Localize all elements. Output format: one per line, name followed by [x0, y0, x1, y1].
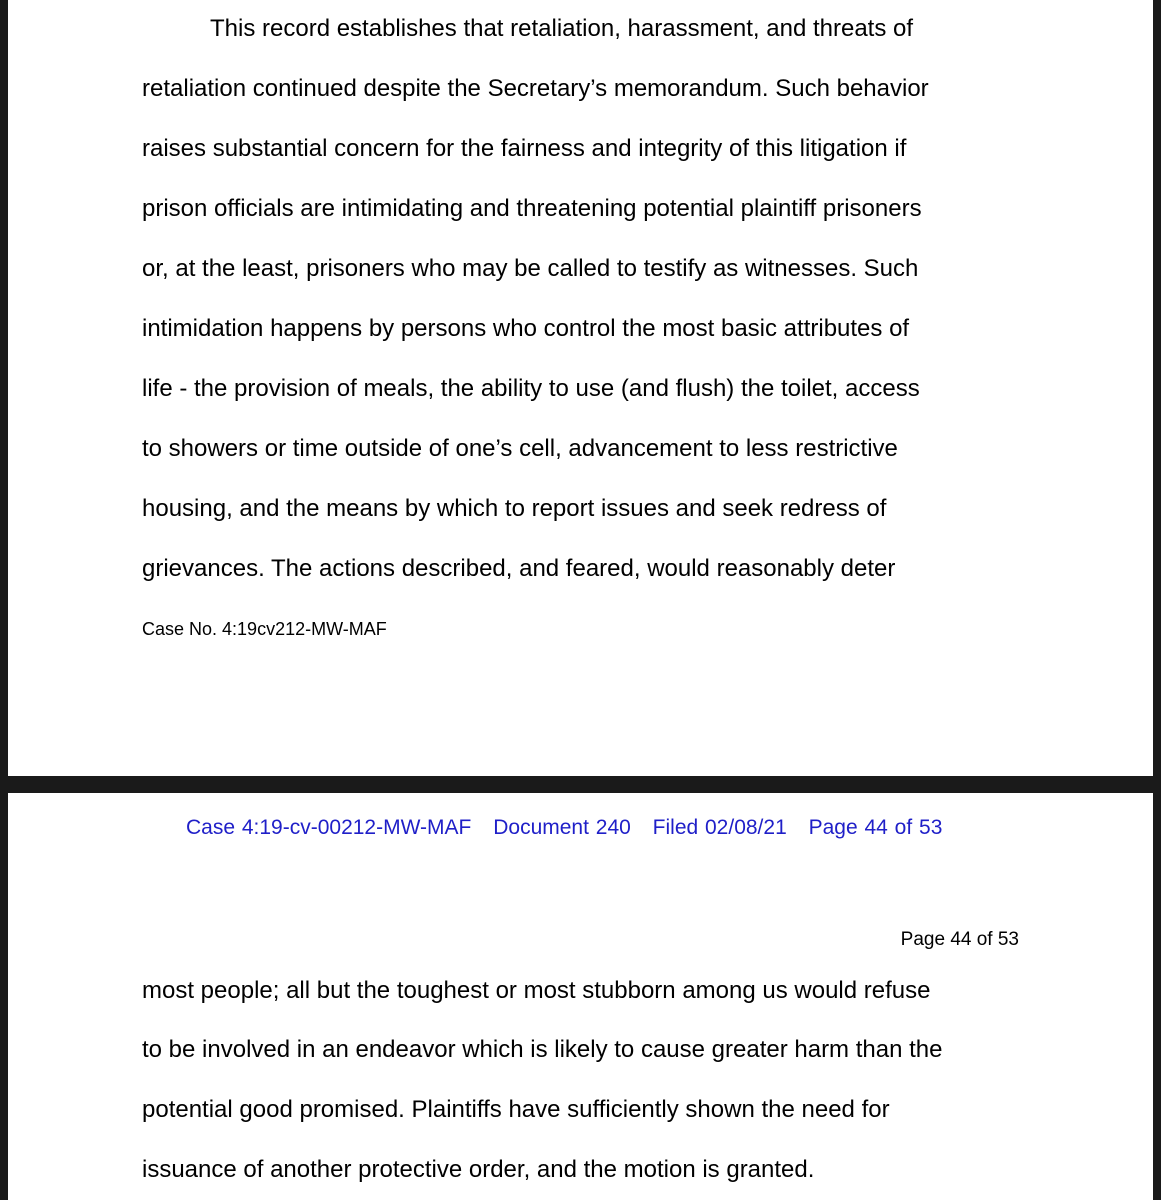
document-page-bottom — [8, 793, 1153, 1200]
paragraph-line: or, at the least, prisoners who may be called to testify as witnesses. Such — [142, 255, 919, 282]
header-case-number: Case 4:19-cv-00212-MW-MAF — [186, 816, 472, 839]
paragraph-line: raises substantial concern for the fairness and integrity of this litigation if — [142, 135, 907, 162]
header-filed-date: Filed 02/08/21 — [652, 816, 787, 839]
paragraph-line: retaliation continued despite the Secretary’s memorandum. Such behavior — [142, 75, 929, 102]
paragraph-line: to be involved in an endeavor which is likely to cause greater harm than the — [142, 1036, 943, 1063]
filing-header-stamp — [186, 814, 957, 842]
paragraph-line: intimidation happens by persons who control the most basic attributes of — [142, 315, 910, 342]
paragraph-line: grievances. The actions described, and feared, would reasonably deter — [142, 555, 896, 582]
header-page-count: Page 44 of 53 — [808, 816, 943, 839]
paragraph-line: issuance of another protective order, and the motion is granted. — [142, 1156, 815, 1183]
paragraph-line: most people; all but the toughest or most stubborn among us would refuse — [142, 977, 931, 1004]
paragraph-line: This record establishes that retaliation, harassment, and threats of — [210, 15, 914, 42]
footer-case-number: Case No. 4:19cv212-MW-MAF — [142, 619, 387, 639]
paragraph-line: life - the provision of meals, the ability to use (and flush) the toilet, access — [142, 375, 920, 402]
paragraph-line: to showers or time outside of one’s cell, advancement to less restrictive — [142, 435, 898, 462]
paragraph-line: housing, and the means by which to report issues and seek redress of — [142, 495, 887, 522]
paragraph-line: potential good promised. Plaintiffs have sufficiently shown the need for — [142, 1096, 890, 1123]
document-page-top — [8, 0, 1153, 776]
header-document-number: Document 240 — [493, 816, 631, 839]
page-number: Page 44 of 53 — [900, 929, 1019, 950]
paragraph-line: prison officials are intimidating and threatening potential plaintiff prisoners — [142, 195, 922, 222]
